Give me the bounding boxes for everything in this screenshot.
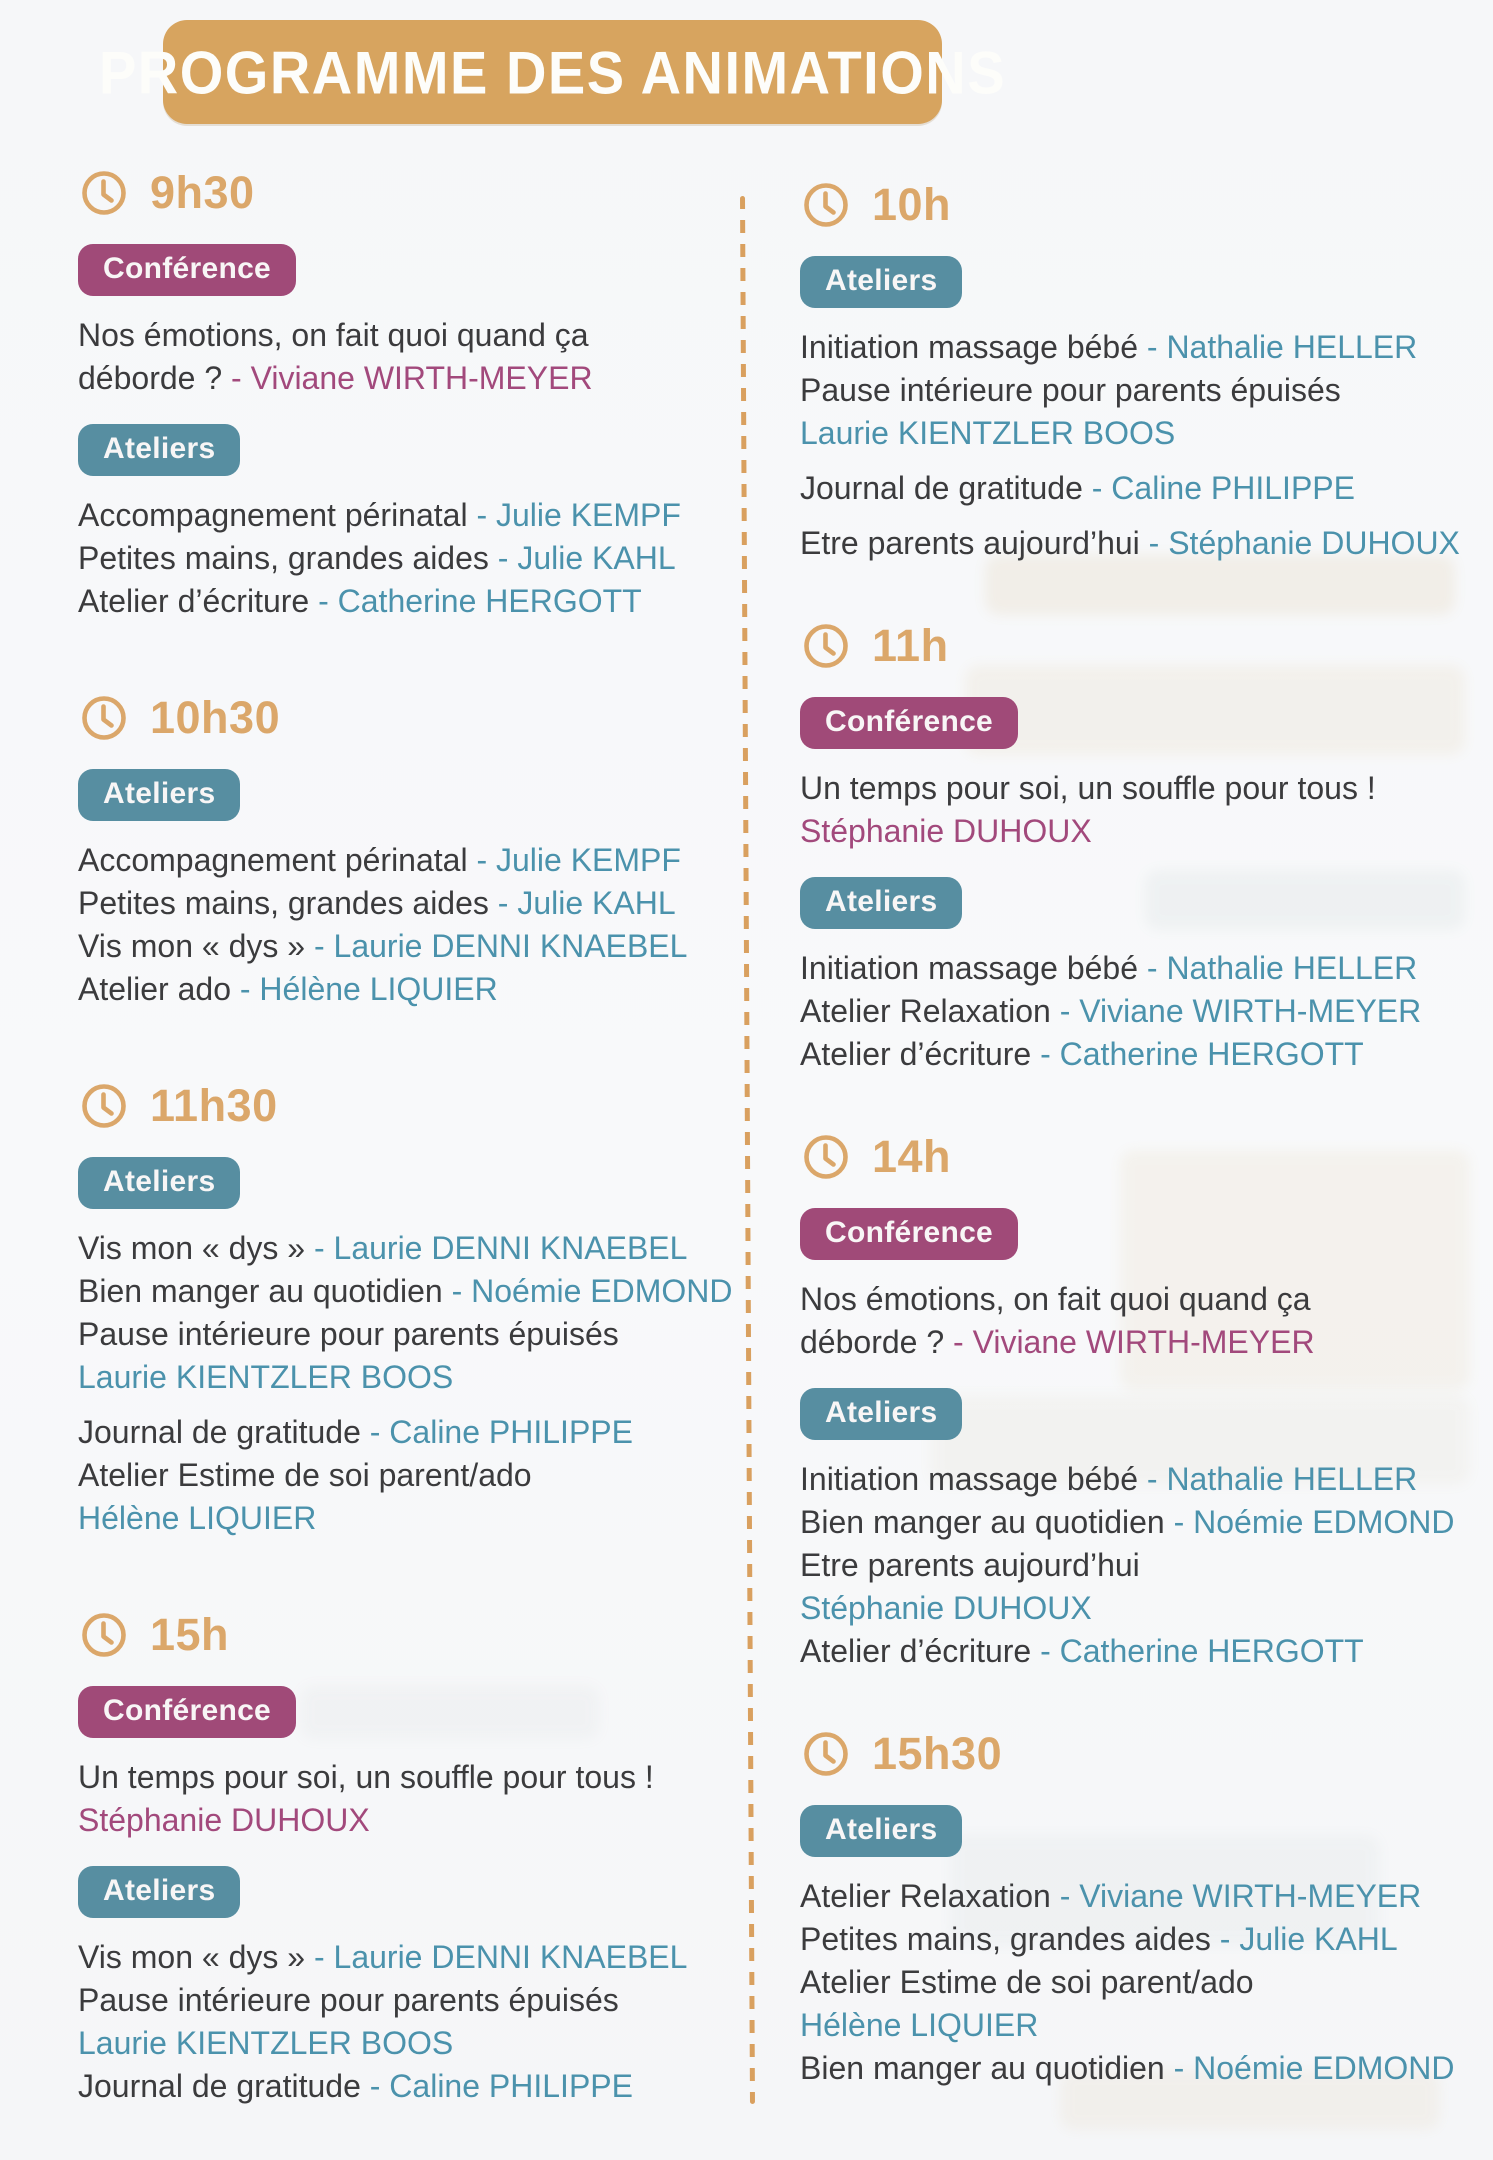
event-line — [800, 1458, 1468, 1501]
conference-badge: Conférence — [800, 697, 1018, 749]
clock-icon — [802, 1133, 850, 1181]
event-line — [800, 1321, 1468, 1364]
ateliers-group — [800, 256, 1468, 565]
event-title: Accompagnement périnatal — [78, 497, 477, 533]
event-title: Atelier Estime de soi parent/ado — [78, 1457, 532, 1493]
ateliers-badge: Ateliers — [800, 877, 962, 929]
program-banner — [98, 20, 1007, 124]
ateliers-group — [78, 769, 746, 1011]
time-header — [802, 180, 1468, 230]
event-title: Petites mains, grandes aides — [78, 885, 498, 921]
event-line — [800, 947, 1468, 990]
event-line — [800, 810, 1468, 853]
ateliers-group — [800, 1388, 1468, 1673]
time-header — [80, 168, 746, 218]
event-title: Vis mon « dys » — [78, 928, 314, 964]
ateliers-badge: Ateliers — [800, 1805, 962, 1857]
event-line — [800, 1587, 1468, 1630]
event-line — [78, 1799, 746, 1842]
event-title: Atelier d’écriture — [800, 1633, 1041, 1669]
conference-group — [800, 697, 1468, 853]
page-title: PROGRAMME DES ANIMATIONS — [98, 37, 1007, 107]
event-title: Atelier d’écriture — [800, 1036, 1041, 1072]
presenter-name: Stéphanie DUHOUX — [78, 1802, 370, 1838]
ateliers-badge: Ateliers — [78, 1866, 240, 1918]
event-title: Journal de gratitude — [800, 470, 1092, 506]
event-title: Petites mains, grandes aides — [78, 540, 498, 576]
event-line — [78, 494, 746, 537]
event-line — [800, 412, 1468, 455]
event-line — [800, 2047, 1468, 2090]
time-header — [802, 621, 1468, 671]
conference-group — [78, 244, 746, 400]
event-title: Initiation massage bébé — [800, 950, 1147, 986]
presenter-name: Hélène LIQUIER — [800, 2007, 1039, 2043]
ateliers-group — [78, 1866, 746, 2108]
ateliers-group — [78, 1157, 746, 1540]
presenter-name: - Laurie DENNI KNAEBEL — [313, 1230, 688, 1266]
event-line — [78, 314, 746, 357]
presenter-name: - Catherine HERGOTT — [1040, 1633, 1364, 1669]
event-title: Nos émotions, on fait quoi quand ça — [78, 317, 589, 353]
presenter-name: - Julie KEMPF — [476, 842, 681, 878]
event-line — [78, 925, 746, 968]
event-line — [800, 467, 1468, 510]
event-line — [78, 1356, 746, 1399]
ateliers-group — [800, 877, 1468, 1076]
event-line — [800, 1630, 1468, 1673]
time-section-11h — [800, 621, 1468, 1076]
ateliers-group — [800, 1805, 1468, 2090]
time-label: 14h — [872, 1131, 952, 1182]
event-title: Atelier Relaxation — [800, 993, 1060, 1029]
event-title: Petites mains, grandes aides — [800, 1921, 1220, 1957]
event-line — [78, 2065, 746, 2108]
event-line — [78, 882, 746, 925]
presenter-name: Stéphanie DUHOUX — [800, 1590, 1092, 1626]
presenter-name: - Julie KEMPF — [476, 497, 681, 533]
event-title: Pause intérieure pour parents épuisés — [78, 1316, 619, 1352]
time-label: 11h — [872, 620, 949, 671]
ateliers-badge: Ateliers — [800, 1388, 962, 1440]
event-line — [800, 369, 1468, 412]
ateliers-badge: Ateliers — [78, 1157, 240, 1209]
event-title: Un temps pour soi, un souffle pour tous ! — [78, 1759, 654, 1795]
time-section-9h30 — [78, 168, 746, 623]
presenter-name: - Caline PHILIPPE — [369, 1414, 633, 1450]
event-line — [800, 1278, 1468, 1321]
event-line — [78, 1936, 746, 1979]
time-header — [802, 1132, 1468, 1182]
time-section-15h30 — [800, 1729, 1468, 2090]
event-line — [78, 1756, 746, 1799]
clock-icon — [802, 1730, 850, 1778]
event-title: Etre parents aujourd’hui — [800, 1547, 1140, 1583]
presenter-name: Laurie KIENTZLER BOOS — [78, 2025, 454, 2061]
time-section-11h30 — [78, 1081, 746, 1540]
clock-icon — [80, 169, 128, 217]
event-title: Un temps pour soi, un souffle pour tous ! — [800, 770, 1376, 806]
conference-group — [78, 1686, 746, 1842]
time-header — [80, 693, 746, 743]
presenter-name: - Catherine HERGOTT — [318, 583, 642, 619]
presenter-name: - Caline PHILIPPE — [369, 2068, 633, 2104]
presenter-name: - Noémie EDMOND — [1173, 2050, 1455, 2086]
presenter-name: - Catherine HERGOTT — [1040, 1036, 1364, 1072]
event-line — [78, 1411, 746, 1454]
event-line — [78, 1979, 746, 2022]
event-title: Bien manger au quotidien — [78, 1273, 452, 1309]
presenter-name: - Laurie DENNI KNAEBEL — [313, 1939, 688, 1975]
event-line — [78, 580, 746, 623]
event-title: déborde ? — [78, 360, 232, 396]
time-label: 15h — [150, 1609, 230, 1660]
time-label: 10h — [872, 179, 952, 230]
event-line — [800, 1501, 1468, 1544]
clock-icon — [80, 1611, 128, 1659]
event-title: Initiation massage bébé — [800, 1461, 1147, 1497]
presenter-name: Hélène LIQUIER — [78, 1500, 317, 1536]
ateliers-badge: Ateliers — [78, 424, 240, 476]
presenter-name: Laurie KIENTZLER BOOS — [78, 1359, 454, 1395]
event-title: Initiation massage bébé — [800, 329, 1147, 365]
event-line — [800, 767, 1468, 810]
ateliers-badge: Ateliers — [800, 256, 962, 308]
presenter-name: - Viviane WIRTH-MEYER — [1059, 1878, 1422, 1914]
presenter-name: Laurie KIENTZLER BOOS — [800, 415, 1176, 451]
time-section-15h — [78, 1610, 746, 2108]
event-title: Nos émotions, on fait quoi quand ça — [800, 1281, 1311, 1317]
event-line — [78, 968, 746, 1011]
time-label: 11h30 — [150, 1080, 278, 1131]
column-right — [800, 180, 1468, 2090]
event-line — [78, 1270, 746, 1313]
presenter-name: - Nathalie HELLER — [1146, 329, 1418, 365]
ateliers-group — [78, 424, 746, 623]
event-title: Atelier Relaxation — [800, 1878, 1060, 1914]
event-title: Atelier Estime de soi parent/ado — [800, 1964, 1254, 2000]
presenter-name: - Julie KAHL — [497, 885, 676, 921]
event-line — [800, 1961, 1468, 2004]
presenter-name: - Viviane WIRTH-MEYER — [1059, 993, 1422, 1029]
event-line — [78, 537, 746, 580]
time-section-10h — [800, 180, 1468, 565]
event-line — [800, 1544, 1468, 1587]
time-header — [80, 1610, 746, 1660]
clock-icon — [802, 181, 850, 229]
event-title: Atelier d’écriture — [78, 583, 319, 619]
event-title: Journal de gratitude — [78, 2068, 370, 2104]
presenter-name: - Hélène LIQUIER — [239, 971, 498, 1007]
time-label: 9h30 — [150, 167, 255, 218]
conference-group — [800, 1208, 1468, 1364]
presenter-name: - Caline PHILIPPE — [1091, 470, 1355, 506]
presenter-name: - Viviane WIRTH-MEYER — [953, 1324, 1315, 1360]
conference-badge: Conférence — [78, 244, 296, 296]
event-line — [78, 2022, 746, 2065]
event-title: Bien manger au quotidien — [800, 2050, 1174, 2086]
event-title: Atelier ado — [78, 971, 240, 1007]
conference-badge: Conférence — [800, 1208, 1018, 1260]
time-section-10h30 — [78, 693, 746, 1011]
event-line — [78, 357, 746, 400]
time-section-14h — [800, 1132, 1468, 1673]
event-title: Vis mon « dys » — [78, 1939, 314, 1975]
event-title: Pause intérieure pour parents épuisés — [78, 1982, 619, 2018]
event-title: Bien manger au quotidien — [800, 1504, 1174, 1540]
presenter-name: - Laurie DENNI KNAEBEL — [313, 928, 688, 964]
event-title: Etre parents aujourd’hui — [800, 525, 1149, 561]
time-header — [802, 1729, 1468, 1779]
event-title: déborde ? — [800, 1324, 954, 1360]
presenter-name: - Noémie EDMOND — [1173, 1504, 1455, 1540]
time-label: 10h30 — [150, 692, 281, 743]
presenter-name: - Julie KAHL — [497, 540, 676, 576]
ateliers-badge: Ateliers — [78, 769, 240, 821]
time-label: 15h30 — [872, 1728, 1003, 1779]
presenter-name: - Julie KAHL — [1219, 1921, 1398, 1957]
event-title: Vis mon « dys » — [78, 1230, 314, 1266]
conference-badge: Conférence — [78, 1686, 296, 1738]
presenter-name: - Nathalie HELLER — [1146, 950, 1418, 986]
event-line — [78, 839, 746, 882]
event-line — [78, 1454, 746, 1497]
presenter-name: Stéphanie DUHOUX — [800, 813, 1092, 849]
clock-icon — [80, 1082, 128, 1130]
event-line — [800, 326, 1468, 369]
event-line — [800, 1033, 1468, 1076]
clock-icon — [80, 694, 128, 742]
presenter-name: - Stéphanie DUHOUX — [1148, 525, 1460, 561]
event-line — [800, 990, 1468, 1033]
event-line — [78, 1497, 746, 1540]
presenter-name: - Nathalie HELLER — [1146, 1461, 1418, 1497]
event-line — [78, 1227, 746, 1270]
event-line — [800, 1918, 1468, 1961]
time-header — [80, 1081, 746, 1131]
event-line — [800, 1875, 1468, 1918]
clock-icon — [802, 622, 850, 670]
column-left — [78, 168, 746, 2108]
event-title: Journal de gratitude — [78, 1414, 370, 1450]
presenter-name: - Viviane WIRTH-MEYER — [231, 360, 593, 396]
event-line — [78, 1313, 746, 1356]
event-title: Accompagnement périnatal — [78, 842, 477, 878]
event-title: Pause intérieure pour parents épuisés — [800, 372, 1341, 408]
event-line — [800, 2004, 1468, 2047]
event-line — [800, 522, 1468, 565]
presenter-name: - Noémie EDMOND — [451, 1273, 733, 1309]
